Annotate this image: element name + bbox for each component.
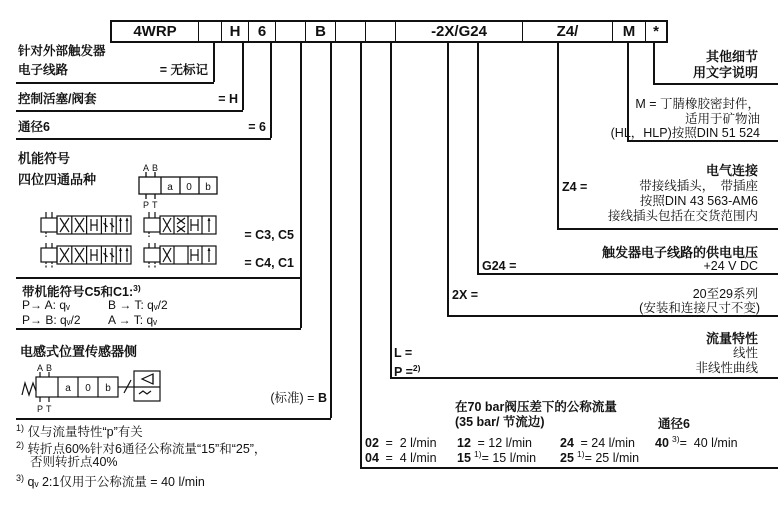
connector-size xyxy=(270,42,272,138)
label-port-a: A xyxy=(143,163,150,173)
supply-code: G24 = xyxy=(482,259,517,273)
flow-sup: 3) xyxy=(672,434,680,444)
flow-entry-04 xyxy=(365,447,437,466)
electrical-line3: 接线插头包括在交货范围内 xyxy=(607,209,758,223)
footnote-text: 否则转折点40% xyxy=(30,455,118,469)
seals-line1: M = 丁腈橡胶密封件， xyxy=(635,97,760,111)
electrical-line2: 按照DIN 43 563-AM6 xyxy=(639,194,758,208)
flow-table-title1: 在70 bar阀压差下的公称流量 xyxy=(455,400,617,414)
flow-value: = 12 l/min xyxy=(474,436,533,451)
sensor-label-pos-0: 0 xyxy=(85,383,91,394)
label-pos-0: 0 xyxy=(186,182,192,193)
flow-sup: 1) xyxy=(577,449,585,459)
code-cell-seals: M xyxy=(612,22,645,41)
valve-symbols-row2-icon xyxy=(40,241,236,269)
flow-code: 15 xyxy=(457,451,471,466)
other-line2: 用文字说明 xyxy=(692,65,758,80)
rule-c5c1-top xyxy=(16,277,301,279)
connector-sensor xyxy=(330,42,332,418)
connector-flow-table xyxy=(360,42,362,468)
c5c1-r1c1: P→ A: qᵥ xyxy=(22,298,70,312)
label-port-t: T xyxy=(152,200,158,208)
c5c1-r2c1: P→ B: qᵥ/2 xyxy=(22,313,81,327)
connector-electronics xyxy=(213,42,215,82)
c5c1-r2c2: A → T: qᵥ xyxy=(108,313,157,327)
connector-electrical xyxy=(557,42,559,229)
seals-line2: 适用于矿物油 xyxy=(684,112,760,126)
supply-value: +24 V DC xyxy=(703,259,758,273)
connector-piston xyxy=(242,42,244,110)
flow-code: 04 xyxy=(365,451,379,466)
valve-symbols-row1-icon xyxy=(40,211,236,239)
flow-value: = 15 l/min xyxy=(481,451,537,466)
piston-label: 控制活塞/阀套 xyxy=(18,92,97,106)
order-code-bar xyxy=(110,20,668,43)
flow-entry-15 xyxy=(457,447,536,466)
footnote-text: qᵥ 2:1仅用于公称流量 = 40 l/min xyxy=(27,475,205,490)
flow-value: = 40 l/min xyxy=(679,436,738,451)
symbols-row1-code: = C3, C5 xyxy=(244,228,294,242)
flow-entry-25 xyxy=(560,447,639,466)
flow-value: = 25 l/min xyxy=(584,451,640,466)
footnote-2b xyxy=(30,455,118,470)
flow-char-title: 流量特性 xyxy=(705,331,758,346)
flow-code: 24 xyxy=(560,436,574,451)
spool-schematic-icon xyxy=(138,162,220,208)
flow-char-p-label: 非线性曲线 xyxy=(695,361,758,375)
footnote-3 xyxy=(16,471,205,490)
code-cell-flowchar xyxy=(365,22,395,41)
c5c1-r1c2: B → T: qᵥ/2 xyxy=(108,298,168,312)
symbols-title1: 机能符号 xyxy=(18,151,71,166)
rule-electronics xyxy=(16,82,214,84)
footnote-sup: 2) xyxy=(16,440,25,450)
sensor-label-t: T xyxy=(46,404,52,414)
flow-char-p-code xyxy=(394,361,420,380)
code-cell-electrical: Z4/ xyxy=(522,22,612,41)
flow-value: = 24 l/min xyxy=(577,436,636,451)
flow-char-p-sup: 2) xyxy=(412,363,421,373)
size-code: = 6 xyxy=(248,120,266,134)
code-cell-symbol xyxy=(275,22,305,41)
sensor-code-line xyxy=(230,391,327,406)
rule-electrical xyxy=(557,228,778,230)
flow-code: 02 xyxy=(365,436,379,451)
code-cell-sensor: B xyxy=(305,22,335,41)
flow-code: 12 xyxy=(457,436,471,451)
code-cell-other: * xyxy=(645,22,666,41)
code-cell-series-supply: -2X/G24 xyxy=(395,22,522,41)
flow-char-l-label: 线性 xyxy=(732,346,758,360)
symbols-row2-code: = C4, C1 xyxy=(244,256,294,270)
sensor-label-b: B xyxy=(46,363,53,373)
sensor-valve-icon xyxy=(20,361,168,415)
connector-supply xyxy=(477,42,479,274)
label-pos-a: a xyxy=(167,182,173,193)
supply-title: 触发器电子线路的供电电压 xyxy=(601,245,758,260)
rule-piston xyxy=(16,110,243,112)
rule-size xyxy=(16,138,271,140)
rule-other xyxy=(653,83,778,85)
electronics-line1: 针对外部触发器 xyxy=(18,44,106,58)
series-code: 2X = xyxy=(452,288,479,302)
electronics-line2: 电子线路 xyxy=(18,63,69,77)
piston-code: = H xyxy=(218,92,238,106)
electronics-code: = 无标记 xyxy=(159,63,208,77)
rule-sensor xyxy=(16,418,331,420)
other-line1: 其他细节 xyxy=(705,49,758,64)
code-cell-piston: H xyxy=(221,22,248,41)
flow-sup: 1) xyxy=(474,449,482,459)
label-port-b: B xyxy=(152,163,159,173)
flow-code: 40 xyxy=(655,436,669,451)
flow-table-title2: (35 bar/ 节流边) xyxy=(455,415,545,429)
electrical-line1: 带接线插头， 带插座 xyxy=(639,179,758,193)
flow-value: = 4 l/min xyxy=(382,451,437,466)
size-label: 通径6 xyxy=(18,120,50,134)
symbols-title2: 四位四通品种 xyxy=(18,172,97,187)
sensor-label-pos-b: b xyxy=(105,383,111,394)
seals-line3: (HL，HLP)按照DIN 51 524 xyxy=(610,126,760,140)
flow-char-l-code: L = xyxy=(394,346,413,360)
sensor-label-p: P xyxy=(37,404,44,414)
sensor-label-pos-a: a xyxy=(65,383,71,394)
flow-char-p-code-text: P = xyxy=(394,365,413,380)
code-cell-type: 4WRP xyxy=(133,23,177,40)
connector-flow-char xyxy=(390,42,392,378)
sensor-label-a: A xyxy=(37,363,44,373)
label-port-p: P xyxy=(143,200,150,208)
connector-symbols xyxy=(300,42,302,328)
footnote-text: 仅与流量特性“p”有关 xyxy=(27,425,143,440)
footnote-sup: 3) xyxy=(16,473,25,483)
rule-flow-table xyxy=(360,467,778,469)
footnote-text: 转折点60%针对6通径公称流量“15”和“25”， xyxy=(27,442,267,457)
code-cell-electronics xyxy=(198,22,221,41)
code-cell-flow xyxy=(335,22,365,41)
connector-series xyxy=(447,42,449,316)
flow-entry-40 xyxy=(655,432,738,451)
rule-flow-char xyxy=(390,377,778,379)
flow-value: = 2 l/min xyxy=(382,436,437,451)
flow-code: 25 xyxy=(560,451,574,466)
c5c1-title-text: 带机能符号C5和C1: xyxy=(22,285,134,300)
series-line1: 20至29系列 xyxy=(692,287,758,301)
rule-symbols xyxy=(16,328,301,330)
electrical-code: Z4 = xyxy=(562,180,588,194)
electrical-title: 电气连接 xyxy=(705,163,758,178)
sensor-title: 电感式位置传感器侧 xyxy=(20,344,138,359)
sensor-code: B xyxy=(317,391,327,405)
footnote-sup: 1) xyxy=(16,423,25,433)
c5c1-title-sup: 3) xyxy=(133,283,141,293)
label-pos-b: b xyxy=(205,182,211,193)
sensor-std-label: (标准) = xyxy=(270,391,315,405)
series-line2: (安装和连接尺寸不变) xyxy=(639,301,760,315)
flow-table-size-label: 通径6 xyxy=(658,417,690,431)
code-cell-size: 6 xyxy=(248,22,275,41)
